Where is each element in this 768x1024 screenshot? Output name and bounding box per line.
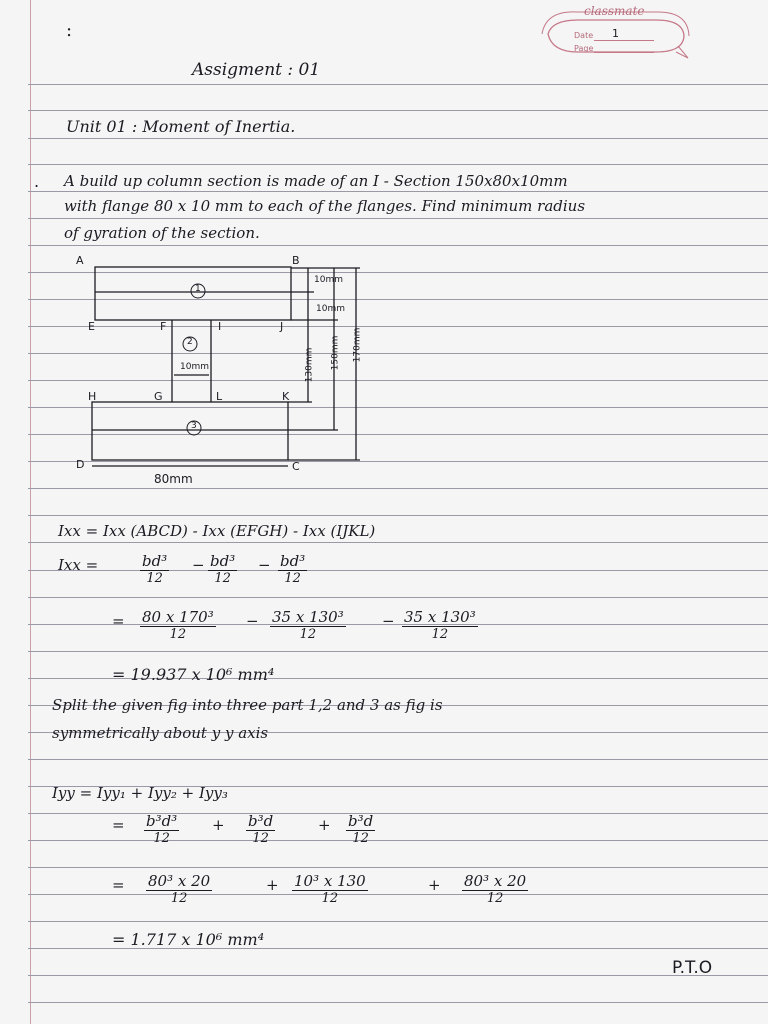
- point-label: J: [280, 320, 284, 333]
- fraction: $\frac{\text{35 x 130³}}{12}$: [404, 608, 476, 642]
- point-label: I: [218, 320, 222, 333]
- fraction: $\frac{\text{b³d}}{12}$: [248, 812, 274, 846]
- plus-sign: +: [428, 876, 441, 894]
- minus-sign: −: [382, 612, 395, 630]
- ixx-result: = 19.937 x 10⁶ mm⁴: [112, 665, 275, 684]
- dim-i-section-height: 150mm: [330, 335, 341, 371]
- equals-sign: =: [112, 876, 125, 894]
- assignment-title: Assigment : 01: [192, 60, 321, 80]
- unit-heading: Unit 01 : Moment of Inertia.: [66, 117, 296, 136]
- point-label: B: [292, 254, 300, 267]
- problem-line-1: A build up column section is made of an I - Section 150x80x10mm: [64, 172, 568, 190]
- ixx-definition: Ixx = Ixx (ABCD) - Ixx (EFGH) - Ixx (IJKL): [58, 522, 376, 540]
- minus-sign: −: [246, 612, 259, 630]
- date-value: 1: [612, 27, 619, 40]
- point-label: K: [282, 390, 290, 403]
- plus-sign: +: [212, 816, 225, 834]
- fraction: $\frac{\text{b³d³}}{12}$: [146, 812, 178, 846]
- dim-web-thickness: 10mm: [180, 362, 209, 372]
- problem-line-2: with flange 80 x 10 mm to each of the flanges. Find minimum radius: [64, 197, 586, 215]
- dim-top-plate: 10mm: [314, 275, 343, 285]
- problem-line-3: of gyration of the section.: [64, 224, 260, 242]
- part-label-3: 3: [191, 421, 197, 431]
- dim-total-height: 170mm: [352, 327, 363, 363]
- split-line-2: symmetrically about y y axis: [52, 724, 269, 742]
- minus-sign: −: [192, 556, 205, 574]
- fraction: $\frac{\text{80 x 170³}}{12}$: [142, 608, 214, 642]
- fraction: $\frac{\text{10³ x 130}}{12}$: [294, 872, 366, 906]
- iyy-definition: Iyy = Iyy₁ + Iyy₂ + Iyy₃: [52, 784, 228, 802]
- pto-note: P.T.O: [672, 958, 713, 978]
- fraction: $\frac{\text{bd³}}{12}$: [142, 552, 168, 586]
- point-label: H: [88, 390, 97, 403]
- problem-bullet: .: [34, 172, 40, 191]
- split-line-1: Split the given fig into three part 1,2 and 3 as fig is: [52, 696, 443, 714]
- ixx-formula-lhs: Ixx =: [58, 556, 99, 574]
- dim-flange: 10mm: [316, 304, 345, 314]
- plus-sign: +: [266, 876, 279, 894]
- point-label: G: [154, 390, 163, 403]
- fraction: $\frac{\text{bd³}}{12}$: [280, 552, 306, 586]
- point-label: E: [88, 320, 95, 333]
- iyy-result: = 1.717 x 10⁶ mm⁴: [112, 930, 265, 949]
- point-label: D: [76, 458, 85, 471]
- point-label: F: [160, 320, 167, 333]
- dim-base-width: 80mm: [154, 472, 193, 486]
- part-label-2: 2: [187, 337, 193, 347]
- point-label: C: [292, 460, 300, 473]
- point-label: A: [76, 254, 84, 267]
- part-label-1: 1: [195, 284, 201, 294]
- date-label: Date: [574, 31, 594, 40]
- equals-sign: =: [112, 612, 125, 630]
- fraction: $\frac{\text{35 x 130³}}{12}$: [272, 608, 344, 642]
- brand-name: classmate: [584, 4, 645, 18]
- fraction: $\frac{\text{bd³}}{12}$: [210, 552, 236, 586]
- equals-sign: =: [112, 816, 125, 834]
- dim-web-height: 130mm: [304, 347, 315, 383]
- fraction: $\frac{\text{80³ x 20}}{12}$: [148, 872, 211, 906]
- fraction: $\frac{\text{80³ x 20}}{12}$: [464, 872, 527, 906]
- page-label: Page: [574, 44, 594, 53]
- minus-sign: −: [258, 556, 271, 574]
- point-label: L: [216, 390, 223, 403]
- plus-sign: +: [318, 816, 331, 834]
- corner-mark: :: [66, 20, 73, 41]
- fraction: $\frac{\text{b³d}}{12}$: [348, 812, 374, 846]
